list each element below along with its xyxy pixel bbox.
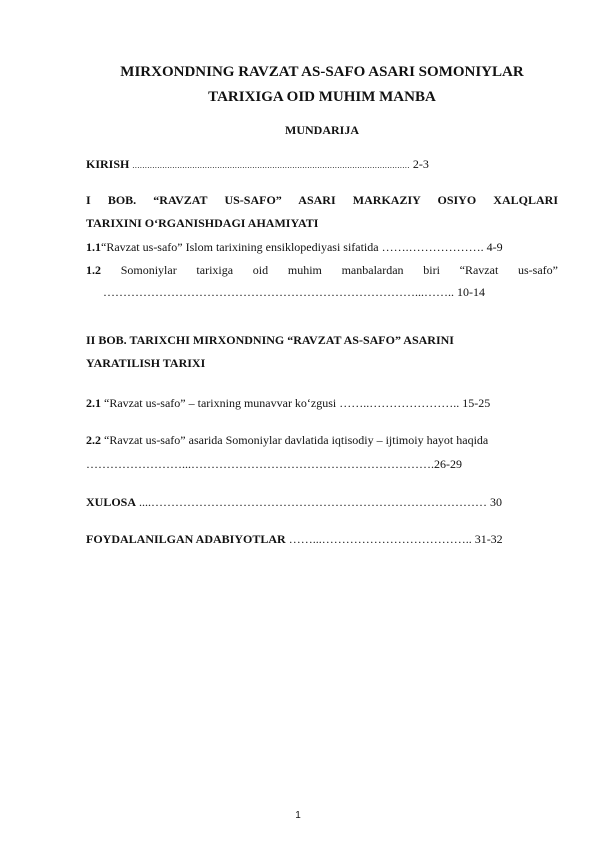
toc-entry-kirish: [86, 157, 558, 173]
toc-dots: ……………………………………………………………………...……..: [103, 285, 454, 299]
document-title-line-2: TARIXIGA OID MUHIM MANBA: [208, 89, 436, 105]
toc-entry-1-1: [86, 240, 558, 254]
toc-chapter-1-line-2: TARIXINI O‘RGANISHDAGI AHAMIYATI: [86, 216, 319, 230]
toc-dots: ……………………...…………………………………………………….: [86, 457, 434, 471]
toc-page: 30: [490, 495, 503, 509]
toc-dots: ……..…………………..: [339, 396, 460, 410]
toc-number: 1.1: [86, 240, 101, 254]
toc-entry-foydalanilgan-adabiyotlar: [86, 532, 558, 546]
toc-entry-2-2: [86, 433, 558, 447]
toc-text: Somoniylar tarixiga oid muhim manbalardan biri “Ravzat us-safo”: [120, 263, 558, 277]
toc-entry-2-1: [86, 396, 558, 410]
toc-page: 10-14: [457, 285, 485, 299]
toc-page: 2-3: [412, 157, 429, 171]
toc-dots: ……...………………………………..: [288, 532, 472, 546]
toc-page: 15-25: [462, 396, 491, 410]
toc-label: FOYDALANILGAN ADABIYOTLAR: [86, 532, 286, 546]
toc-text: “Ravzat us-safo” – tarixning munavvar ko‘zgusi: [104, 396, 337, 410]
toc-entry-1-2-leader: [103, 285, 558, 299]
toc-label: KIRISH: [86, 157, 130, 171]
toc-entry-xulosa: [86, 495, 558, 509]
toc-page: 31-32: [474, 532, 503, 546]
toc-number: 2.1: [86, 396, 101, 410]
contents-heading: MUNDARIJA: [285, 123, 359, 137]
toc-number: 1.2: [86, 263, 101, 277]
toc-text: “Ravzat us-safo” asarida Somoniylar davlatida iqtisodiy – ijtimoiy hayot haqida: [104, 433, 489, 447]
toc-dots: ...............................................................................................................: [132, 161, 410, 170]
toc-text: “Ravzat us-safo” Islom tarixining ensiklopediyasi sifatida: [101, 240, 379, 254]
page-number: 1: [295, 810, 301, 821]
toc-entry-1-2: [86, 263, 558, 277]
toc-label: XULOSA: [86, 495, 137, 509]
toc-page: 4-9: [486, 240, 503, 254]
toc-page: 26-29: [434, 457, 462, 471]
toc-number: 2.2: [86, 433, 101, 447]
toc-dots: ....…………………………………………………………………………: [139, 495, 488, 509]
document-title-line-1: MIRXONDNING RAVZAT AS-SAFO ASARI SOMONIYLAR: [120, 64, 524, 80]
toc-entry-2-2-leader: [86, 457, 558, 471]
toc-chapter-2-line-1: II BOB. TARIXCHI MIRXONDNING “RAVZAT AS-SAFO” ASARINI: [86, 333, 454, 347]
toc-chapter-1-line-1: I BOB. “RAVZAT US-SAFO” ASARI MARKAZIY OSIYO XALQLARI: [86, 193, 558, 207]
toc-chapter-2-line-2: YARATILISH TARIXI: [86, 356, 206, 370]
toc-dots: …….……………….: [381, 240, 484, 254]
